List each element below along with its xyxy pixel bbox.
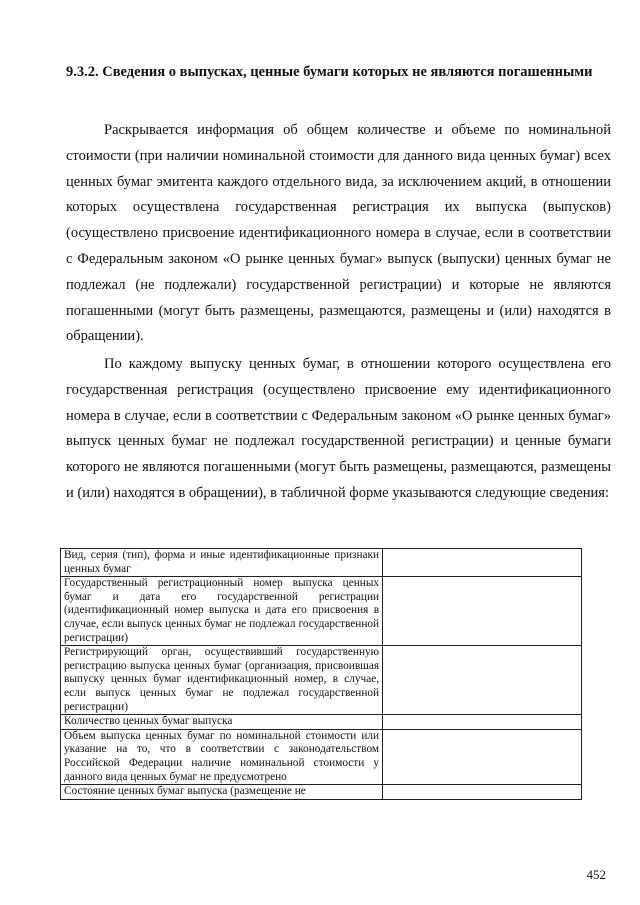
section-heading: 9.3.2. Сведения о выпусках, ценные бумаги которых не являются погашенными bbox=[66, 64, 593, 80]
row-label: Вид, серия (тип), форма и иные идентификационные признаки ценных бумаг bbox=[61, 549, 383, 577]
row-value bbox=[383, 729, 582, 784]
table-row bbox=[61, 715, 582, 730]
table-row bbox=[61, 785, 582, 800]
row-value bbox=[383, 549, 582, 577]
table-row bbox=[61, 549, 582, 577]
page-number: 452 bbox=[586, 867, 606, 882]
row-value bbox=[383, 577, 582, 646]
paragraph-per-issue: По каждому выпуску ценных бумаг, в отношении которого осуществлена его государственная регистрация (осуществлено присвоение ему идентификационного номера в случае, если в соответствии с Федеральным законом «О рынке ценных бумаг» выпуск ценных бумаг не подлежал государственной регистрации) и ценные бумаги которого не являются погашенными (могут быть размещены, размещаются, размещены и (или) находятся в обращении), в табличной форме указываются следующие сведения: bbox=[66, 356, 611, 501]
row-value bbox=[383, 715, 582, 730]
row-label: Регистрирующий орган, осуществивший государственную регистрацию выпуска ценных бумаг (организация, присвоившая выпуску ценных бумаг идентификационный номер, в случае, если выпуск ценных бумаг не подлежал государственной регистрации) bbox=[61, 646, 383, 715]
row-label: Количество ценных бумаг выпуска bbox=[61, 715, 383, 730]
table-row bbox=[61, 577, 582, 646]
row-value bbox=[383, 785, 582, 800]
row-label: Объем выпуска ценных бумаг по номинальной стоимости или указание на то, что в соответствии с законодательством Российской Федерации наличие номинальной стоимости у данного вида ценных бумаг не предусмотрено bbox=[61, 729, 383, 784]
issue-info-table bbox=[60, 548, 582, 800]
table-row bbox=[61, 729, 582, 784]
paragraph-intro: Раскрывается информация об общем количестве и объеме по номинальной стоимости (при наличии номинальной стоимости для данного вида ценных бумаг) всех ценных бумаг эмитента каждого отдельного вида, за исключением акций, в отношении которых осуществлена государственная регистрация их выпуска (выпусков) (осуществлено присвоение идентификационного номера в случае, если в соответствии с Федеральным законом «О рынке ценных бумаг» выпуск (выпуски) ценных бумаг не подлежал (не подлежали) государственной регистрации) и которые не являются погашенными (могут быть размещены, размещаются, размещены и (или) находятся в обращении). bbox=[66, 122, 611, 345]
row-value bbox=[383, 646, 582, 715]
row-label: Состояние ценных бумаг выпуска (размещение не bbox=[61, 785, 383, 800]
table-row bbox=[61, 646, 582, 715]
row-label: Государственный регистрационный номер выпуска ценных бумаг и дата его государственной регистрации (идентификационный номер выпуска и дата его присвоения в случае, если выпуск ценных бумаг не подлежал государственной регистрации) bbox=[61, 577, 383, 646]
